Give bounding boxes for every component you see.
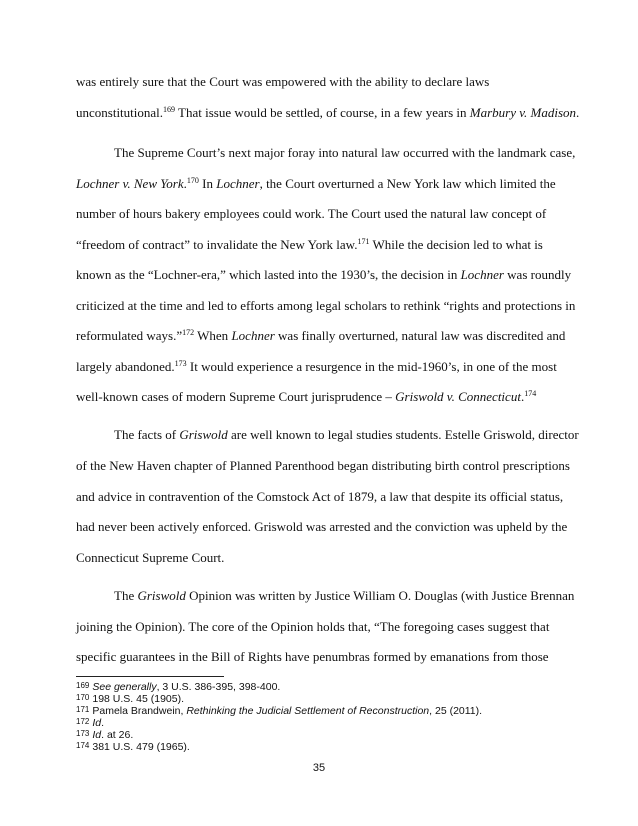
- paragraph-1-line-1: [76, 74, 489, 90]
- text: was entirely sure that the Court was empowered with the ability to declare laws: [76, 74, 490, 89]
- paragraph-2-line-9: [76, 389, 536, 405]
- text: The facts of: [114, 427, 180, 442]
- footnote-number: 174: [76, 741, 90, 750]
- footnote-ref-174[interactable]: 174: [524, 389, 537, 398]
- text: and advice in contravention of the Comstock Act of 1879, a law that despite its official status,: [76, 489, 564, 504]
- footnote-text: , 25 (2011).: [429, 705, 483, 717]
- paragraph-4-line-3: [76, 649, 549, 665]
- case-name: Lochner: [216, 176, 260, 191]
- paragraph-1-line-2: [76, 105, 579, 121]
- text: In: [198, 176, 217, 191]
- footnote-ref-170[interactable]: 170: [186, 176, 199, 185]
- footnote-number: 170: [76, 693, 90, 702]
- footnote-ref-169[interactable]: 169: [163, 105, 176, 114]
- case-name: Griswold: [137, 588, 186, 603]
- paragraph-2-line-4: [76, 237, 543, 253]
- paragraph-2-line-3: [76, 206, 546, 222]
- paragraph-4-line-1: [114, 588, 574, 604]
- text: Connecticut Supreme Court.: [76, 550, 225, 565]
- case-name: Griswold v. Connecticut: [395, 389, 521, 404]
- text: joining the Opinion). The core of the Opinion holds that, “The foregoing cases suggest that: [76, 619, 550, 634]
- text: .: [576, 105, 580, 120]
- text: The Supreme Court’s next major foray into natural law occurred with the landmark case,: [114, 145, 576, 160]
- footnote-divider: [76, 676, 224, 677]
- footnote-number: 171: [76, 705, 90, 714]
- footnote-ref-171[interactable]: 171: [357, 237, 370, 246]
- text: was finally overturned, natural law was discredited and: [274, 328, 566, 343]
- footnote-number: 169: [76, 681, 90, 690]
- text: reformulated ways.”: [76, 328, 183, 343]
- paragraph-2-line-8: [76, 359, 557, 375]
- text: unconstitutional.: [76, 105, 164, 120]
- text: of the New Haven chapter of Planned Parenthood began distributing birth control prescriptions: [76, 458, 570, 473]
- paragraph-3-line-3: [76, 489, 563, 505]
- signal: See generally: [92, 681, 157, 693]
- paragraph-3-line-5: [76, 550, 224, 566]
- footnote-title: Rethinking the Judicial Settlement of Reconstruction: [186, 705, 430, 717]
- text: specific guarantees in the Bill of Rights have penumbras formed by emanations from those: [76, 649, 549, 664]
- paragraph-3-line-1: [114, 427, 579, 443]
- text: number of hours bakery employees could work. The Court used the natural law concept of: [76, 206, 547, 221]
- text: .: [520, 389, 525, 404]
- paragraph-2-line-2: [76, 176, 556, 192]
- footnote-number: 172: [76, 717, 90, 726]
- text: The: [114, 588, 138, 603]
- signal: Id: [92, 717, 102, 729]
- case-name: Lochner: [231, 328, 275, 343]
- footnote-text: 198 U.S. 45 (1905).: [92, 693, 184, 705]
- text: That issue would be settled, of course, in a few years in: [175, 105, 470, 120]
- text: well-known cases of modern Supreme Court jurisprudence –: [76, 389, 396, 404]
- page-number: 35: [312, 762, 326, 774]
- paragraph-3-line-4: [76, 519, 567, 535]
- text: Opinion was written by Justice William O. Douglas (with Justice Brennan: [185, 588, 575, 603]
- footnote-text: , 3 U.S. 386-395, 398-400.: [156, 681, 281, 693]
- text: It would experience a resurgence in the mid-1960’s, in one of the most: [186, 359, 557, 374]
- paragraph-2-line-7: [76, 328, 565, 344]
- text: When: [194, 328, 232, 343]
- text: had never been actively enforced. Griswold was arrested and the conviction was upheld by the: [76, 519, 568, 534]
- paragraph-4-line-2: [76, 619, 549, 635]
- footnote-text: 381 U.S. 479 (1965).: [92, 741, 190, 753]
- signal: Id: [92, 729, 102, 741]
- footnote-text: .: [101, 717, 105, 729]
- paragraph-2-line-5: [76, 267, 571, 283]
- footnote-author: Pamela Brandwein,: [92, 705, 187, 717]
- text: criticized at the time and led to efforts among legal scholars to rethink “rights and protections in: [76, 298, 576, 313]
- paragraph-3-line-2: [76, 458, 570, 474]
- text: , the Court overturned a New York law which limited the: [259, 176, 556, 191]
- text: are well known to legal studies students. Estelle Griswold, director: [227, 427, 579, 442]
- paragraph-2-line-1: [114, 145, 575, 161]
- case-name: Griswold: [179, 427, 228, 442]
- footnote-ref-172[interactable]: 172: [182, 328, 195, 337]
- case-name: Lochner v. New York: [76, 176, 184, 191]
- footnote-174: [76, 740, 190, 753]
- paragraph-2-line-6: [76, 298, 575, 314]
- footnote-number: 173: [76, 729, 90, 738]
- text: “freedom of contract” to invalidate the New York law.: [76, 237, 358, 252]
- text: .: [183, 176, 187, 191]
- text: was roundly: [503, 267, 572, 282]
- footnote-171: [76, 704, 482, 717]
- footnote-ref-173[interactable]: 173: [174, 359, 187, 368]
- text: known as the “Lochner-era,” which lasted into the 1930’s, the decision in: [76, 267, 461, 282]
- text: largely abandoned.: [76, 359, 175, 374]
- case-name: Marbury v. Madison: [469, 105, 577, 120]
- footnote-text: . at 26.: [101, 729, 134, 741]
- text: While the decision led to what is: [369, 237, 543, 252]
- case-name: Lochner: [460, 267, 504, 282]
